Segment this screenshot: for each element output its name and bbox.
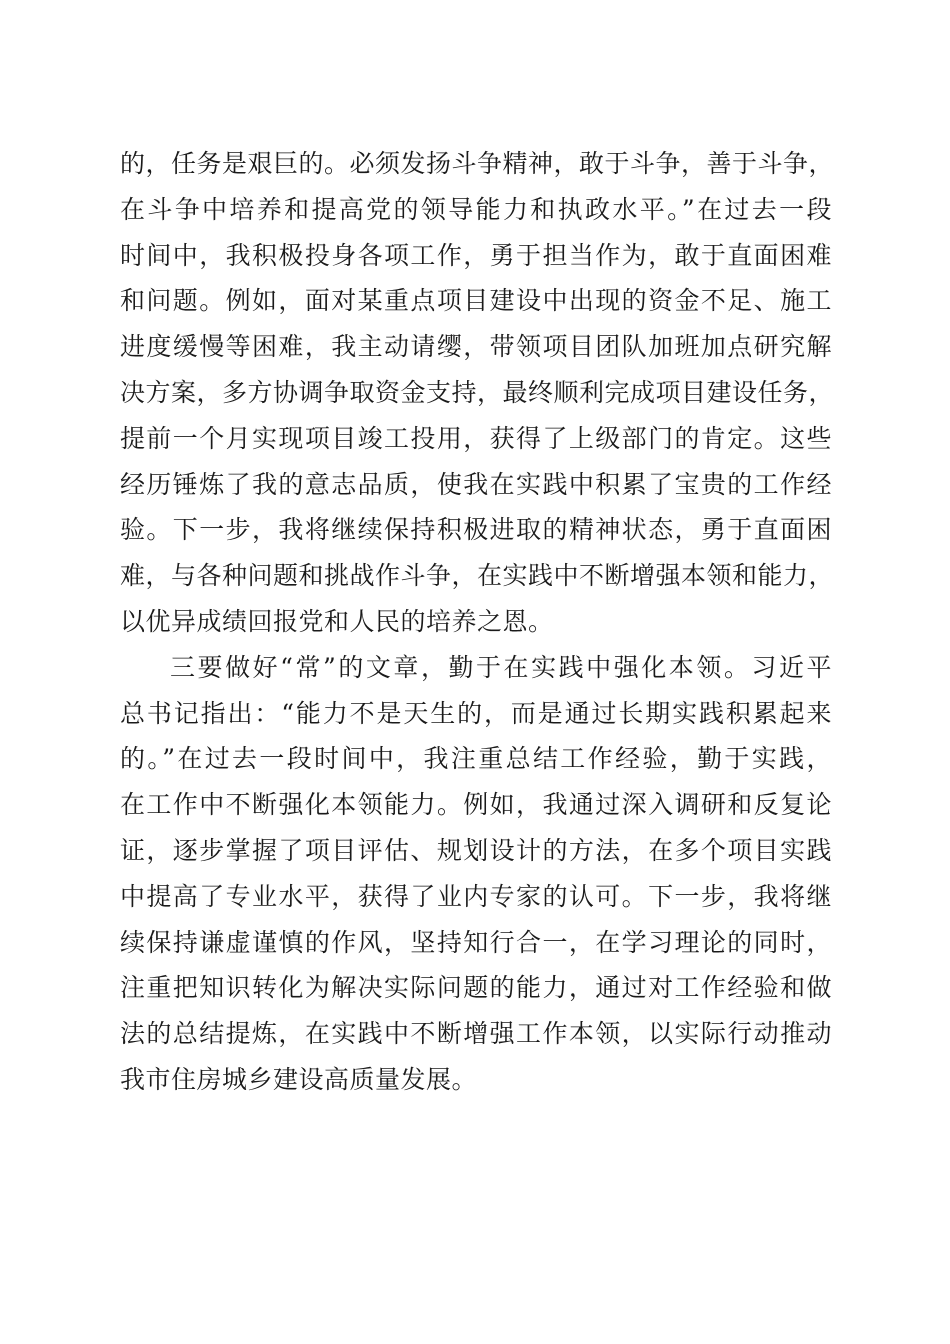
text-line: 证，逐步掌握了项目评估、规划设计的方法，在多个项目实践 — [120, 835, 832, 865]
text-line: 和问题。例如，面对某重点项目建设中出现的资金不足、施工 — [120, 286, 832, 316]
text-line: 以优异成绩回报党和人民的培养之恩。 — [120, 606, 554, 636]
text-line: 进度缓慢等困难，我主动请缨，带领项目团队加班加点研究解 — [120, 332, 832, 362]
text-line: 决方案，多方协调争取资金支持，最终顺利完成项目建设任务， — [120, 377, 835, 407]
text-line: 的，任务是艰巨的。必须发扬斗争精神，敢于斗争，善于斗争， — [120, 149, 835, 178]
text-line: 法的总结提炼，在实践中不断增强工作本领，以实际行动推动 — [120, 1019, 832, 1049]
text-line: 经历锤炼了我的意志品质，使我在实践中积累了宝贵的工作经 — [120, 469, 832, 499]
paragraph-three — [120, 645, 832, 1103]
document-body — [120, 141, 835, 1103]
text-line: 在工作中不断强化本领能力。例如，我通过深入调研和反复论 — [120, 790, 832, 820]
text-line: 续保持谦虚谨慎的作风，坚持知行合一，在学习理论的同时， — [120, 927, 832, 957]
text-line: 验。下一步，我将继续保持积极进取的精神状态，勇于直面困 — [120, 515, 832, 545]
text-line: 总书记指出：“能力不是天生的，而是通过长期实践积累起来 — [120, 698, 832, 728]
text-line: 提前一个月实现项目竣工投用，获得了上级部门的肯定。这些 — [120, 423, 832, 453]
paragraph-continuation — [120, 141, 835, 645]
text-line: 在斗争中培养和提高党的领导能力和执政水平。”在过去一段 — [120, 194, 832, 224]
text-line: 我市住房城乡建设高质量发展。 — [120, 1064, 478, 1094]
text-line: 中提高了专业水平，获得了业内专家的认可。下一步，我将继 — [120, 881, 832, 911]
text-line: 难，与各种问题和挑战作斗争，在实践中不断增强本领和能力， — [120, 561, 835, 591]
text-line: 时间中，我积极投身各项工作，勇于担当作为，敢于直面困难 — [120, 240, 832, 270]
text-line: 的。”在过去一段时间中，我注重总结工作经验，勤于实践， — [120, 744, 832, 774]
text-line: 注重把知识转化为解决实际问题的能力，通过对工作经验和做 — [120, 973, 832, 1003]
text-line: 三要做好“常”的文章，勤于在实践中强化本领。习近平 — [170, 652, 832, 682]
